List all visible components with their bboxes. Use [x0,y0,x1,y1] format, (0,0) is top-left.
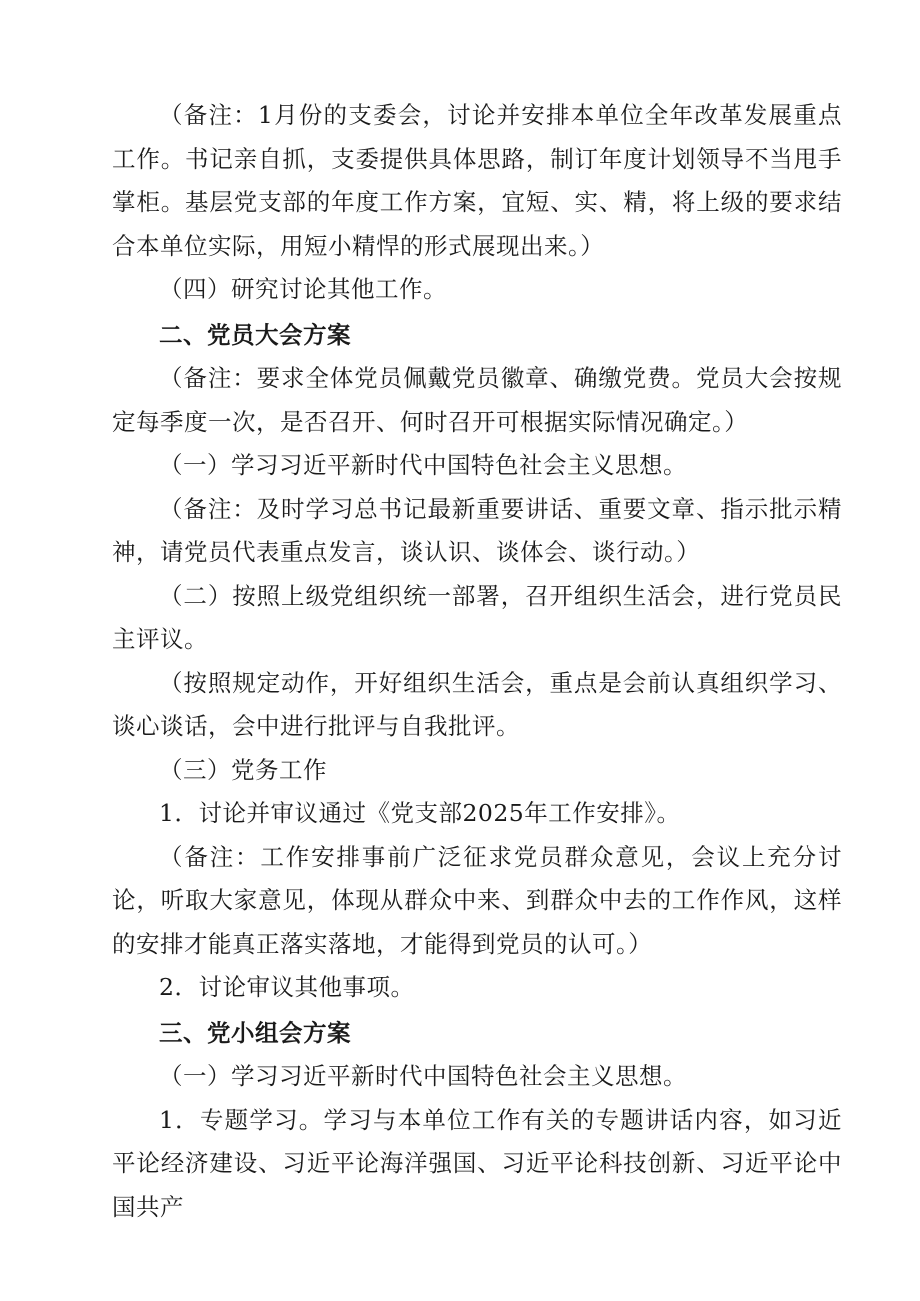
document-page [112,94,842,1229]
note-paragraph-congress: （备注：要求全体党员佩戴党员徽章、确缴党费。党员大会按规定每季度一次，是否召开、何时召开可根据实际情况确定。） [112,364,842,436]
item-two-meeting: （二）按照上级党组织统一部署，召开组织生活会，进行党员民主评议。 [112,581,842,653]
item-three-affairs: （三）党务工作 [159,755,327,784]
item-one-study: （一）学习习近平新时代中国特色社会主义思想。 [159,451,687,479]
sub-item-one-plan: 1．讨论并审议通过《党支部2025年工作安排》。 [159,799,681,827]
item-four: （四）研究讨论其他工作。 [159,275,447,303]
sub-item-two-other: 2．讨论审议其他事项。 [159,973,415,1001]
note-paragraph-meeting: （按照规定动作，开好组织生活会，重点是会前认真组织学习、谈心谈话，会中进行批评与自我批评。 [112,668,842,740]
section-heading-party-congress: 二、党员大会方案 [159,320,351,349]
note-paragraph-plan: （备注：工作安排事前广泛征求党员群众意见，会议上充分讨论，听取大家意见，体现从群众中来、到群众中去的工作作风，这样的安排才能真正落实落地，才能得到党员的认可。） [112,842,842,958]
group-sub-item-one-topic: 1．专题学习。学习与本单位工作有关的专题讲话内容，如习近平论经济建设、习近平论海洋强国、习近平论科技创新、习近平论中国共产 [112,1105,842,1221]
group-item-one-study: （一）学习习近平新时代中国特色社会主义思想。 [159,1062,687,1090]
section-heading-group-meeting: 三、党小组会方案 [159,1018,351,1047]
note-paragraph-committee: （备注：1月份的支委会，讨论并安排本单位全年改革发展重点工作。书记亲自抓，支委提供具体思路，制订年度计划领导不当甩手掌柜。基层党支部的年度工作方案，宜短、实、精，将上级的要求结合本单位实际，用短小精悍的形式展现出来。） [112,101,842,260]
note-paragraph-study: （备注：及时学习总书记最新重要讲话、重要文章、指示批示精神，请党员代表重点发言，谈认识、谈体会、谈行动。） [112,494,842,566]
